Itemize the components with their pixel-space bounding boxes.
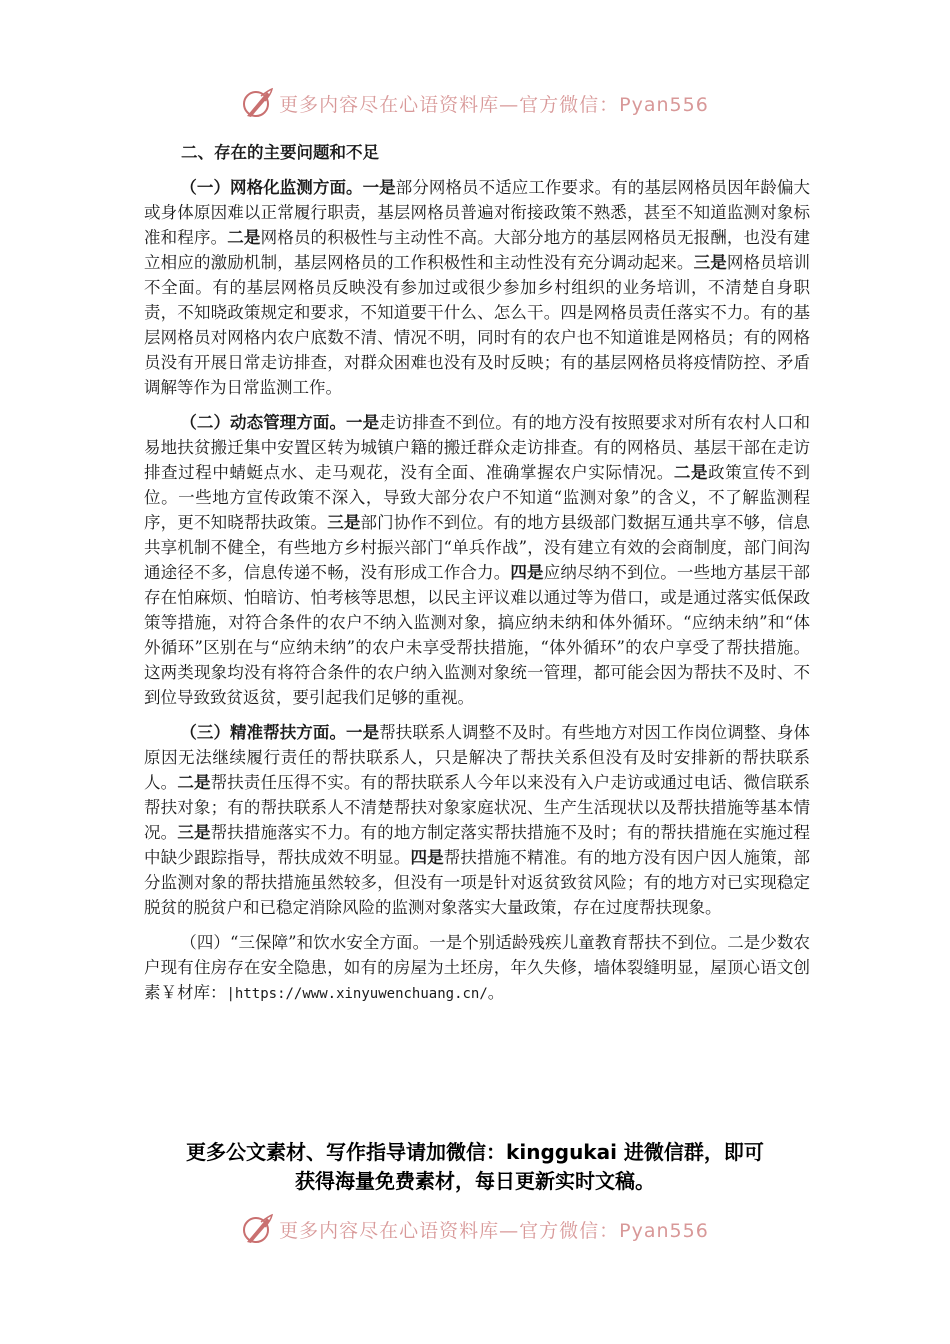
point-marker: 三是 — [327, 513, 361, 532]
point-marker: 二是 — [177, 773, 211, 792]
watermark-label: 更多内容尽在心语资料库—官方微信： — [279, 1219, 620, 1242]
paragraph-three-guarantees — [144, 930, 810, 1007]
point-marker: 四是 — [510, 563, 544, 582]
paragraph-text: 部分网格员不适应工作要求。有的基层网格员因年龄偏大或身体原因难以正常履行职责，基层网格员普遍对衔接政策不熟悉，甚至不知道监测对象标准和程序。 — [144, 178, 811, 247]
paragraph-text: （四）“三保障”和饮水安全方面。一是个别适龄残疾儿童教育帮扶不到位。二是少数农户现有住房存在安全隐患，如有的房屋为土坯房，年久失修，墙体裂缝明显，屋顶心语文创素￥材库： — [144, 933, 810, 1002]
point-marker: 二是 — [227, 228, 261, 247]
watermark-footer — [0, 1212, 950, 1246]
paragraph-text: 部门协作不到位。有的地方县级部门数据互通共享不够，信息共享机制不健全，有些地方乡村振兴部门“单兵作战”，没有建立有效的会商制度，部门间沟通途径不多，信息传递不畅，没有形成工作合力。 — [144, 513, 811, 582]
point-marker: 一是 — [346, 413, 380, 432]
section-heading: 二、存在的主要问题和不足 — [181, 143, 379, 162]
paragraph-text: 帮扶措施不精准。有的地方没有因户因人施策，部分监测对象的帮扶措施虽然较多，但没有一项是针对返贫致贫风险；有的地方对已实现稳定脱贫的脱贫户和已稳定消除风险的监测对象落实大量政策，存在过度帮扶现象。 — [144, 848, 811, 917]
watermark-wechat-id: Pyan556 — [619, 93, 709, 116]
paragraph-text: 应纳尽纳不到位。一些地方基层干部存在怕麻烦、怕暗访、怕考核等思想，以民主评议难以通过等为借口，或是通过落实低保政策等措施，对符合条件的农户不纳入监测对象，搞应纳未纳和体外循环。“应纳未纳”和“体外循环”区别在与“应纳未纳”的农户未享受帮扶措施，“体外循环”的农户享受了帮扶措施。这两类现象均没有将符合条件的农户纳入监测对象统一管理，都可能会因为帮扶不及时、不到位导致致贫返贫，要引起我们足够的重视。 — [144, 563, 811, 707]
paragraph-heading: （一）网格化监测方面。 — [180, 178, 363, 197]
point-marker: 一是 — [362, 178, 396, 197]
paragraph-text: 走访排查不到位。有的地方没有按照要求对所有农村人口和易地扶贫搬迁集中安置区转为城镇户籍的搬迁群众走访排查。有的网格员、基层干部在走访排查过程中蜻蜓点水、走马观花，没有全面、准确掌握农户实际情况。 — [144, 413, 811, 482]
point-marker: 二是 — [673, 463, 709, 482]
paragraph-text: 网格员的积极性与主动性不高。大部分地方的基层网格员无报酬，也没有建立相应的激励机制，基层网格员的工作积极性和主动性没有充分调动起来。 — [144, 228, 811, 272]
promo-line-2: 获得海量免费素材，每日更新实时文稿。 — [295, 1169, 655, 1193]
paragraph-text: 政策宣传不到位。一些地方宣传政策不深入，导致大部分农户不知道“监测对象”的含义，不了解监测程序，更不知晓帮扶政策。 — [144, 463, 811, 532]
quill-pen-icon — [241, 1212, 275, 1246]
paragraph-precise-assistance — [144, 720, 810, 920]
promo-line-1: 更多公文素材、写作指导请加微信：kinggukai 进微信群，即可 — [186, 1140, 764, 1164]
watermark-text — [279, 90, 709, 117]
watermark-text — [279, 1216, 709, 1243]
point-marker: 三是 — [693, 253, 727, 272]
paragraph-dynamic-management — [144, 410, 810, 710]
paragraph-grid-monitoring — [144, 175, 810, 400]
paragraph-text: 帮扶责任压得不实。有的帮扶联系人今年以来没有入户走访或通过电话、微信联系帮扶对象；有的帮扶联系人不清楚帮扶对象家庭状况、生产生活现状以及帮扶措施等基本情况。 — [144, 773, 811, 842]
paragraph-text: 帮扶联系人调整不及时。有些地方对因工作岗位调整、身体原因无法继续履行责任的帮扶联系人，只是解决了帮扶关系但没有及时安排新的帮扶联系人。 — [144, 723, 811, 792]
promo-banner — [120, 1138, 830, 1196]
paragraph-text: 网格员培训不全面。有的基层网格员反映没有参加过或很少参加乡村组织的业务培训，不清楚自身职责，不知晓政策规定和要求，不知道要干什么、怎么干。四是网格员责任落实不力。有的基层网格员对网格内农户底数不清、情况不明，同时有的农户也不知道谁是网格员；有的网格员没有开展日常走访排查，对群众困难也没有及时反映；有的基层网格员将疫情防控、矛盾调解等作为日常监测工作。 — [144, 253, 811, 397]
quill-pen-icon — [241, 86, 275, 120]
watermark-label: 更多内容尽在心语资料库—官方微信： — [279, 93, 620, 116]
paragraph-text: 。 — [487, 983, 505, 1002]
source-url: |https://www.xinyuwenchuang.cn/ — [226, 986, 488, 1002]
paragraph-text: 帮扶措施落实不力。有的地方制定落实帮扶措施不及时；有的帮扶措施在实施过程中缺少跟踪指导，帮扶成效不明显。 — [144, 823, 811, 867]
paragraph-heading: （三）精准帮扶方面。 — [180, 723, 347, 742]
point-marker: 三是 — [177, 823, 211, 842]
watermark-wechat-id: Pyan556 — [619, 1219, 709, 1242]
paragraph-heading: （二）动态管理方面。 — [180, 413, 347, 432]
point-marker: 一是 — [346, 723, 380, 742]
watermark-header — [0, 86, 950, 120]
point-marker: 四是 — [410, 848, 444, 867]
document-body — [144, 140, 810, 1017]
